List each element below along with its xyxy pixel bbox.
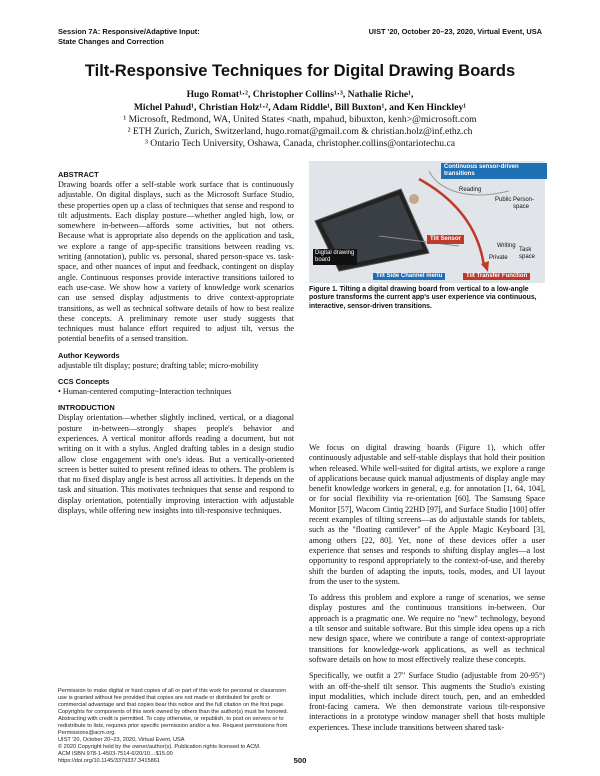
right-column (309, 443, 545, 739)
sensor-transitions-label: Continuous sensor-driven transitions (441, 163, 547, 179)
paper-title: Tilt-Responsive Techniques for Digital Drawing Boards (84, 62, 516, 80)
side-channel-label: Tilt Side Channel menu (373, 273, 445, 280)
introduction-text: Display orientation—whether slightly inclined, vertical, or a diagonal posture in-between—strongly shapes people's behavior and experiences. A vertical monitor affords reading a document, but not writing on it with a stylus. Angled drafting tables in a design studio allow close engagement with one's ideas. But a vertically-oriented screen is better suited to present refined ideas to others. The problem is that no fixed display angle is best across all activities. It depends on the task and situation. This motivates techniques that sense and respond to display orientation, potentially improving interaction with adjustable displays, while offering new insights into tilt-responsive techniques. (58, 413, 294, 516)
copyright-line: © 2020 Copyright held by the owner/author(s). Publication rights licensed to ACM. (58, 744, 261, 750)
header-session: Session 7A: Responsive/Adaptive Input: (58, 27, 200, 36)
ccs-text: • Human-centered computing~Interaction techniques (58, 387, 232, 397)
affiliation-2: ² ETH Zurich, Zurich, Switzerland, hugo.romat@gmail.com & christian.holz@inf.ethz.ch (127, 126, 473, 137)
writing-label: Writing (497, 243, 516, 249)
private-label: Private (489, 255, 508, 261)
tilt-sensor-label: Tilt Sensor (427, 235, 464, 244)
keywords-heading: Author Keywords (58, 350, 120, 360)
copyright-block (58, 688, 294, 765)
intro-paragraph-1: We focus on digital drawing boards (Figure 1), which offer continuously adjustable and self-stable displays that hold their position when released. While well-suited for digital artists, we explore a range of applications because quick manual adjustments of display angle may benefit knowledge workers in general, e.g. for annotation [1, 64, 104], or for social flexibility via re-orientation [60]. The Samsung Space Monitor [57], Wacom Cintiq 22HD [97], and Surface Studio [100] offer recent examples of tilting screens—as do adjustable stands for tablets, such as the "floating cantilever" of the Apple Magic Keyboard [3], among others [22, 80]. Yet, none of these devices offer a user experience that senses and responds to shifting display angles—a lost opportunity to respond appropriately to the context-of-use, and thereby shift the burden of adapting the inputs, tools, modes, and UI layout from the user to the system. (309, 443, 545, 586)
affiliations (40, 114, 560, 150)
abstract-text: Drawing boards offer a self-stable work surface that is continuously adjustable. On digital displays, such as the Microsoft Surface Studio, these properties open up a class of techniques that sense and respond to tilt adjustments. Each display posture—whether angled high, low, or somewhere in-between—affords some activities, but not others. Because what is appropriate also depends on the application and task, we explore a range of app-specific transitions between reading vs. writing (annotation), public vs. personal, shared person-space vs. task-space, and other nuances of input and feedback, contingent on display angle. Continuous responses provide interactive transitions tailored to each use-case. We show how a variety of knowledge work scenarios can use sensed display adjustments to drive context-appropriate transitions, as well as technical software details of how to best realize these concepts. A preliminary remote user study suggests that techniques must balance effort required to adjust tilt, versus the potential benefits of a sensed transition. (58, 180, 294, 344)
affiliation-3: ³ Ontario Tech University, Oshawa, Canada, christopher.collins@ontariotechu.ca (145, 138, 455, 149)
reading-label: Reading (459, 187, 482, 193)
isbn-line: ACM ISBN 978-1-4503-7514-6/20/10…$15.00 (58, 751, 173, 757)
running-header-left (58, 27, 200, 47)
introduction-heading: INTRODUCTION (58, 403, 115, 413)
public-label: Public (495, 197, 512, 203)
person-space-label: Person-space (513, 197, 535, 210)
running-header-right: UIST '20, October 20–23, 2020, Virtual Event, USA (368, 27, 542, 36)
affiliation-1: ¹ Microsoft, Redmond, WA, United States <nath, mpahud, bibuxton, kenh>@microsoft.com (123, 114, 477, 125)
intro-paragraph-3: Specifically, we outfit a 27" Surface Studio (adjustable from 20-95°) with an off-the-shelf tilt sensor. This augments the Studio's existing input modalities, which include direct touch, pen, and an embedded front-facing camera. We then demonstrate various tilt-responsive interactions in a prototype window manager shell that hosts multiple experiences. These include transitions between shared task- (309, 671, 545, 732)
author-line-2: Michel Pahud¹, Christian Holz¹·², Adam Riddle¹, Bill Buxton¹, and Ken Hinckley¹ (133, 101, 467, 113)
author-list (40, 89, 560, 114)
transfer-function-label: Tilt Transfer Function (463, 273, 530, 280)
doi-link[interactable]: https://doi.org/10.1145/3379337.3415861 (58, 758, 160, 764)
conference-line: UIST '20, October 20–23, 2020, Virtual Event, USA (58, 737, 185, 743)
figure-1-caption: Figure 1. Tilting a digital drawing board from vertical to a low-angle posture transforms the current app's user experience via continuous, interactive, sensor-driven transitions. (309, 286, 537, 310)
keywords-text: adjustable tilt display; posture; drafting table; micro-mobility (58, 360, 259, 370)
intro-paragraph-2: To address this problem and explore a range of scenarios, we sense display postures and the continuous transitions in-between. Our approach is a pragmatic one. We require no "new" technology, beyond a tilt sensor and suitable software. But this simple idea opens up a rich new design space, where we contribute a range of context-appropriate transitions for knowledge-work applications, as well as technical software details on how to most effectively realize these concepts. (309, 593, 545, 664)
user-hand (409, 194, 419, 204)
figure-1 (309, 161, 545, 283)
digital-board-label: Digital drawing board (313, 249, 357, 265)
left-column (58, 170, 294, 522)
author-line-1: Hugo Romat¹·², Christopher Collins¹·³, Nathalie Riche¹, (186, 89, 414, 100)
page-number: 500 (293, 756, 307, 765)
header-session-topic: State Changes and Correction (58, 37, 164, 46)
task-space-label: Task space (519, 247, 536, 260)
permission-notice: Permission to make digital or hard copies of all or part of this work for personal or classroom use is granted without fee provided that copies are not made or distributed for profit or commercial advantage and that copies bear this notice and the full citation on the first page. Copyrights for components of this work owned by others than the author(s) must be honored. Abstracting with credit is permitted. To copy otherwise, or republish, to post on servers or to redistribute to lists, requires prior specific permission and/or a fee. Request permissions from Permissions@acm.org. (58, 688, 289, 736)
abstract-heading: ABSTRACT (58, 170, 99, 179)
ccs-heading: CCS Concepts (58, 377, 110, 387)
